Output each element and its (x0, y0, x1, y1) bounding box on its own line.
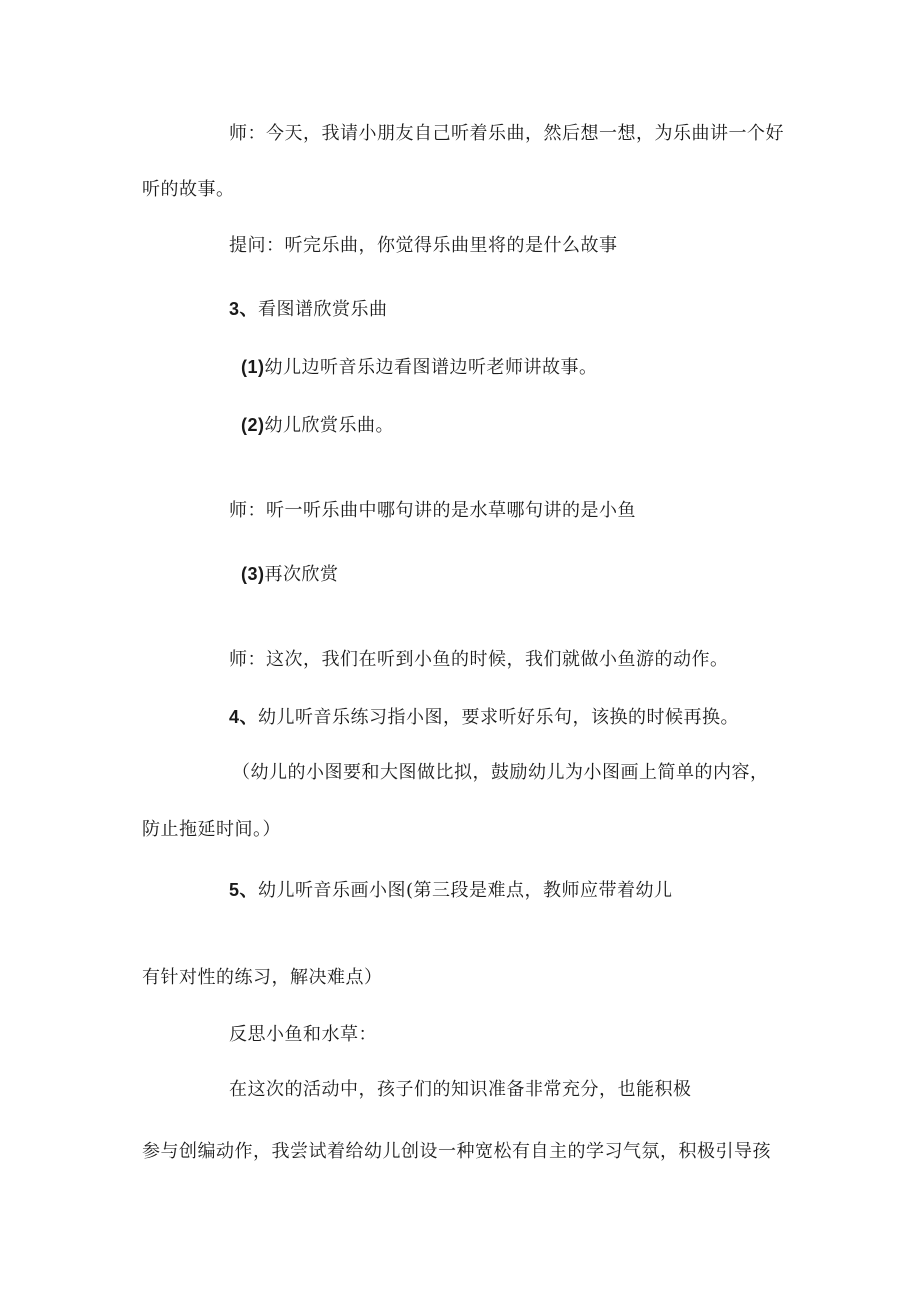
sub-number: (2) (241, 415, 265, 435)
sub-number: (1) (241, 357, 265, 377)
text: 师：这次，我们在听到小鱼的时候，我们就做小鱼游的动作。 (229, 649, 729, 670)
sub-item-3 (241, 561, 339, 588)
step-number: 5、 (229, 880, 259, 900)
text: 幼儿听音乐画小图(第三段是难点，教师应带着幼儿 (258, 880, 673, 901)
text: 师：听一听乐曲中哪句讲的是水草哪句讲的是小鱼 (229, 500, 636, 521)
paragraph-question (229, 233, 618, 259)
text: 幼儿欣赏乐曲。 (264, 415, 394, 436)
paragraph-teacher-listen (229, 498, 636, 524)
text: （幼儿的小图要和大图做比拟，鼓励幼儿为小图画上简单的内容， (232, 762, 769, 783)
heading-step-3 (229, 296, 388, 323)
text: 听的故事。 (142, 179, 235, 200)
text: 师：今天，我请小朋友自己听着乐曲，然后想一想，为乐曲讲一个好 (229, 123, 784, 144)
text: 幼儿听音乐练习指小图，要求听好乐句，该换的时候再换。 (258, 707, 740, 728)
paragraph-teacher-intro-cont (142, 177, 235, 203)
step-number: 3、 (229, 299, 259, 319)
paragraph-teacher-fish (229, 647, 729, 673)
paragraph-note (232, 760, 769, 786)
text: 在这次的活动中，孩子们的知识准备非常充分，也能积极 (229, 1079, 692, 1100)
text: 提问：听完乐曲，你觉得乐曲里将的是什么故事 (229, 235, 618, 256)
step-number: 4、 (229, 707, 259, 727)
text: 反思小鱼和水草： (229, 1024, 377, 1045)
heading-step-5 (229, 877, 673, 904)
heading-step-4 (229, 704, 739, 731)
heading-reflection (229, 1022, 377, 1048)
text: 参与创编动作，我尝试着给幼儿创设一种宽松有自主的学习气氛，积极引导孩 (142, 1141, 771, 1162)
paragraph-note-cont (142, 817, 281, 843)
sub-number: (3) (241, 564, 265, 584)
text: 再次欣赏 (264, 564, 339, 585)
sub-item-1 (241, 354, 598, 381)
text: 防止拖延时间。） (142, 819, 281, 840)
text: 看图谱欣赏乐曲 (258, 299, 388, 320)
text: 幼儿边听音乐边看图谱边听老师讲故事。 (264, 357, 598, 378)
sub-item-2 (241, 412, 394, 439)
paragraph-reflection-cont (142, 1139, 771, 1165)
text: 有针对性的练习，解决难点） (142, 967, 383, 988)
paragraph-reflection (229, 1077, 692, 1103)
paragraph-step5-cont (142, 965, 383, 991)
paragraph-teacher-intro (229, 121, 784, 147)
